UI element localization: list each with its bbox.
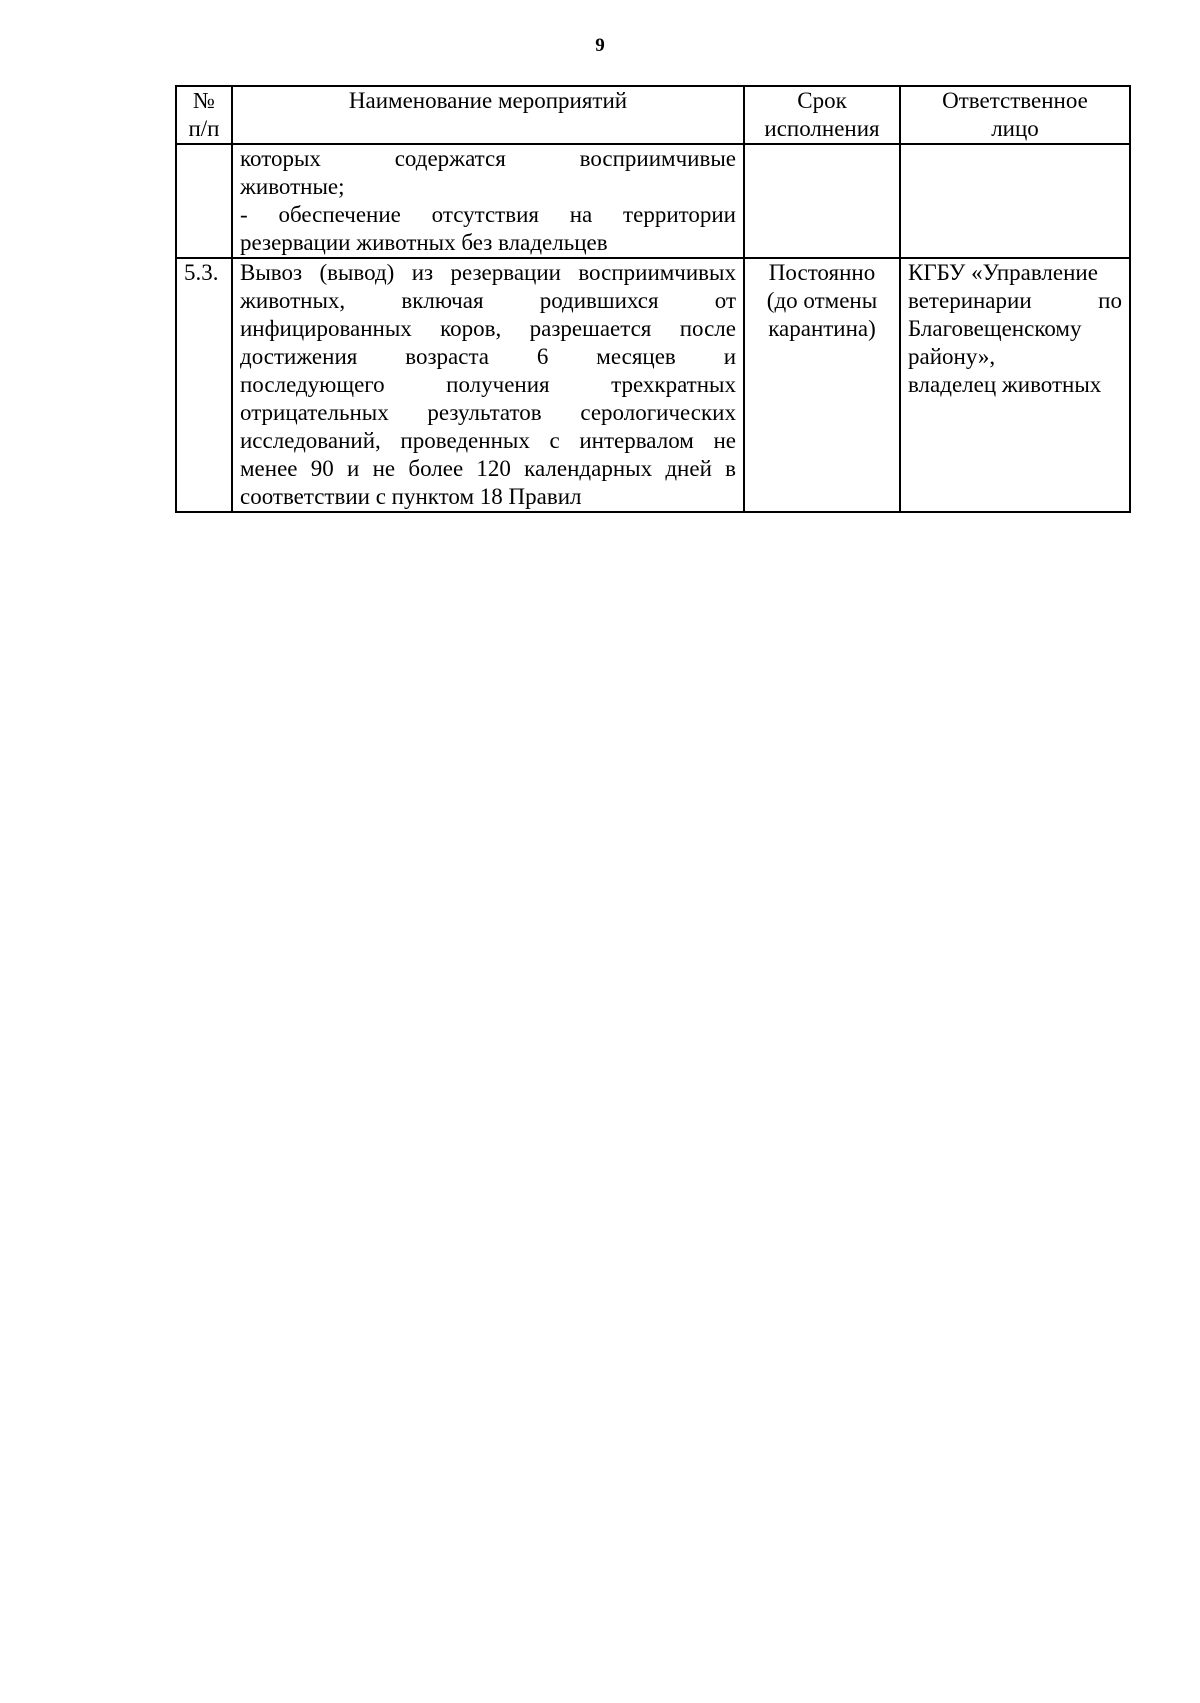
row-term <box>744 144 900 258</box>
header-responsible <box>900 86 1130 144</box>
text-line: животных, включая родившихся от <box>240 288 736 313</box>
table-row <box>176 258 1130 512</box>
text-line: исследований, проведенных с интервалом не <box>240 428 736 453</box>
text-line: карантина) <box>768 316 876 341</box>
row-responsible <box>900 144 1130 258</box>
text-line: менее 90 и не более 120 календарных дней в <box>240 456 736 481</box>
row-term <box>744 258 900 512</box>
text-line: последующего получения трехкратных <box>240 372 736 397</box>
text-line: КГБУ «Управление <box>908 260 1098 285</box>
text-line: району», <box>908 344 996 369</box>
header-responsible-line: Ответственное <box>942 88 1088 113</box>
header-number-line: п/п <box>188 116 220 141</box>
text-line: (до отмены <box>766 288 878 313</box>
row-number <box>176 144 232 258</box>
header-measure-name-text: Наименование мероприятий <box>348 88 628 113</box>
header-term-line: Срок <box>797 88 847 113</box>
text-line: отрицательных результатов серологических <box>240 400 736 425</box>
text-line: животные; <box>240 174 345 199</box>
page-number: 9 <box>595 35 605 56</box>
header-responsible-line: лицо <box>991 116 1039 141</box>
row-measure-name <box>232 144 744 258</box>
header-number-line: № <box>193 88 215 113</box>
header-term-line: исполнения <box>764 116 880 141</box>
text-line: Постоянно <box>768 260 876 285</box>
text-line: достижения возраста 6 месяцев и <box>240 344 736 369</box>
measures-table <box>175 85 1131 513</box>
text-line: Благовещенскому <box>908 316 1082 341</box>
table-row <box>176 144 1130 258</box>
row-responsible <box>900 258 1130 512</box>
text-line: Вывоз (вывод) из резервации восприимчивых <box>240 260 736 285</box>
row-number: 5.3. <box>176 258 232 512</box>
text-line: резервации животных без владельцев <box>240 230 608 255</box>
text-line: которых содержатся восприимчивые <box>240 146 736 171</box>
header-term <box>744 86 900 144</box>
text-line: ветеринарии по <box>908 288 1122 313</box>
text-line: владелец животных <box>908 372 1102 397</box>
text-line: соответствии с пунктом 18 Правил <box>240 484 582 509</box>
header-measure-name <box>232 86 744 144</box>
row-measure-name <box>232 258 744 512</box>
table-header-row <box>176 86 1130 144</box>
header-number <box>176 86 232 144</box>
text-line: - обеспечение отсутствия на территории <box>240 202 736 227</box>
text-line: инфицированных коров, разрешается после <box>240 316 736 341</box>
